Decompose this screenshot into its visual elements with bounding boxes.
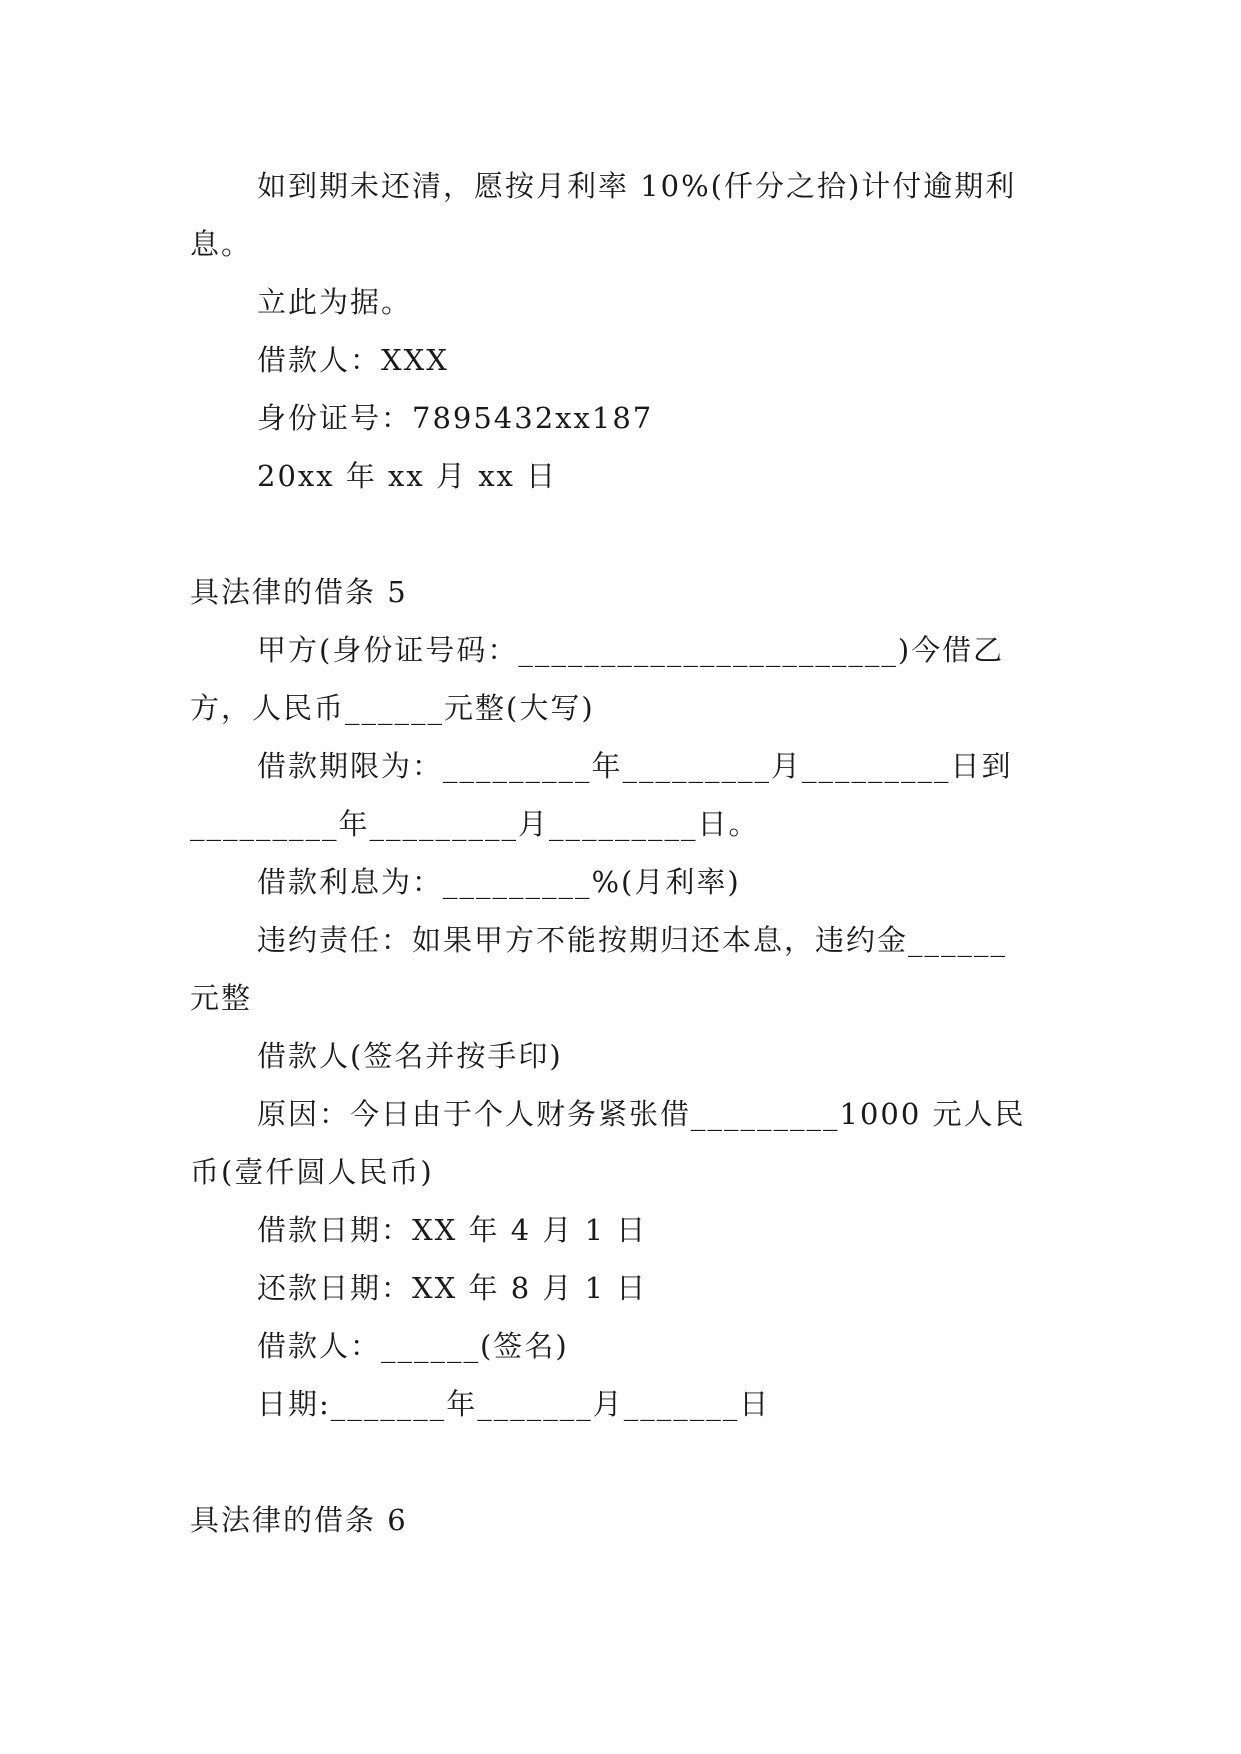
party-a-line: 甲方(身份证号码：_______________________)今借乙 — [257, 633, 1005, 667]
overdue-interest-clause: 如到期未还清，愿按月利率 10%(仟分之拾)计付逾期利 — [257, 169, 1017, 203]
id-number-line: 身份证号：7895432xx187 — [257, 401, 654, 435]
section-heading-5: 具法律的借条 5 — [190, 575, 408, 609]
loan-date-line: 借款日期：XX 年 4 月 1 日 — [257, 1213, 648, 1247]
borrower-signature-line: 借款人(签名并按手印) — [257, 1039, 563, 1073]
repayment-date-line: 还款日期：XX 年 8 月 1 日 — [257, 1271, 648, 1305]
borrower-sign-line: 借款人：______(签名) — [257, 1329, 569, 1363]
signing-date-line: 日期:_______年_______月_______日 — [257, 1387, 771, 1421]
borrower-line: 借款人：XXX — [257, 343, 449, 377]
overdue-interest-clause-cont: 息。 — [190, 227, 253, 261]
date-line: 20xx 年 xx 月 xx 日 — [257, 459, 558, 493]
party-a-line-cont: 方，人民币______元整(大写) — [190, 691, 595, 725]
reason-line-cont: 币(壹仟圆人民币) — [190, 1155, 434, 1189]
loan-term-line: 借款期限为：_________年_________月_________日到 — [257, 749, 1013, 783]
interest-rate-line: 借款利息为：_________%(月利率) — [257, 865, 741, 899]
breach-liability-line-cont: 元整 — [190, 981, 253, 1015]
breach-liability-line: 违约责任：如果甲方不能按期归还本息，违约金______ — [257, 923, 1008, 957]
loan-term-line-cont: _________年_________月_________日。 — [190, 807, 760, 841]
reason-line: 原因：今日由于个人财务紧张借_________1000 元人民 — [257, 1097, 1026, 1131]
section-heading-6: 具法律的借条 6 — [190, 1503, 408, 1537]
hereby-statement: 立此为据。 — [257, 285, 413, 319]
